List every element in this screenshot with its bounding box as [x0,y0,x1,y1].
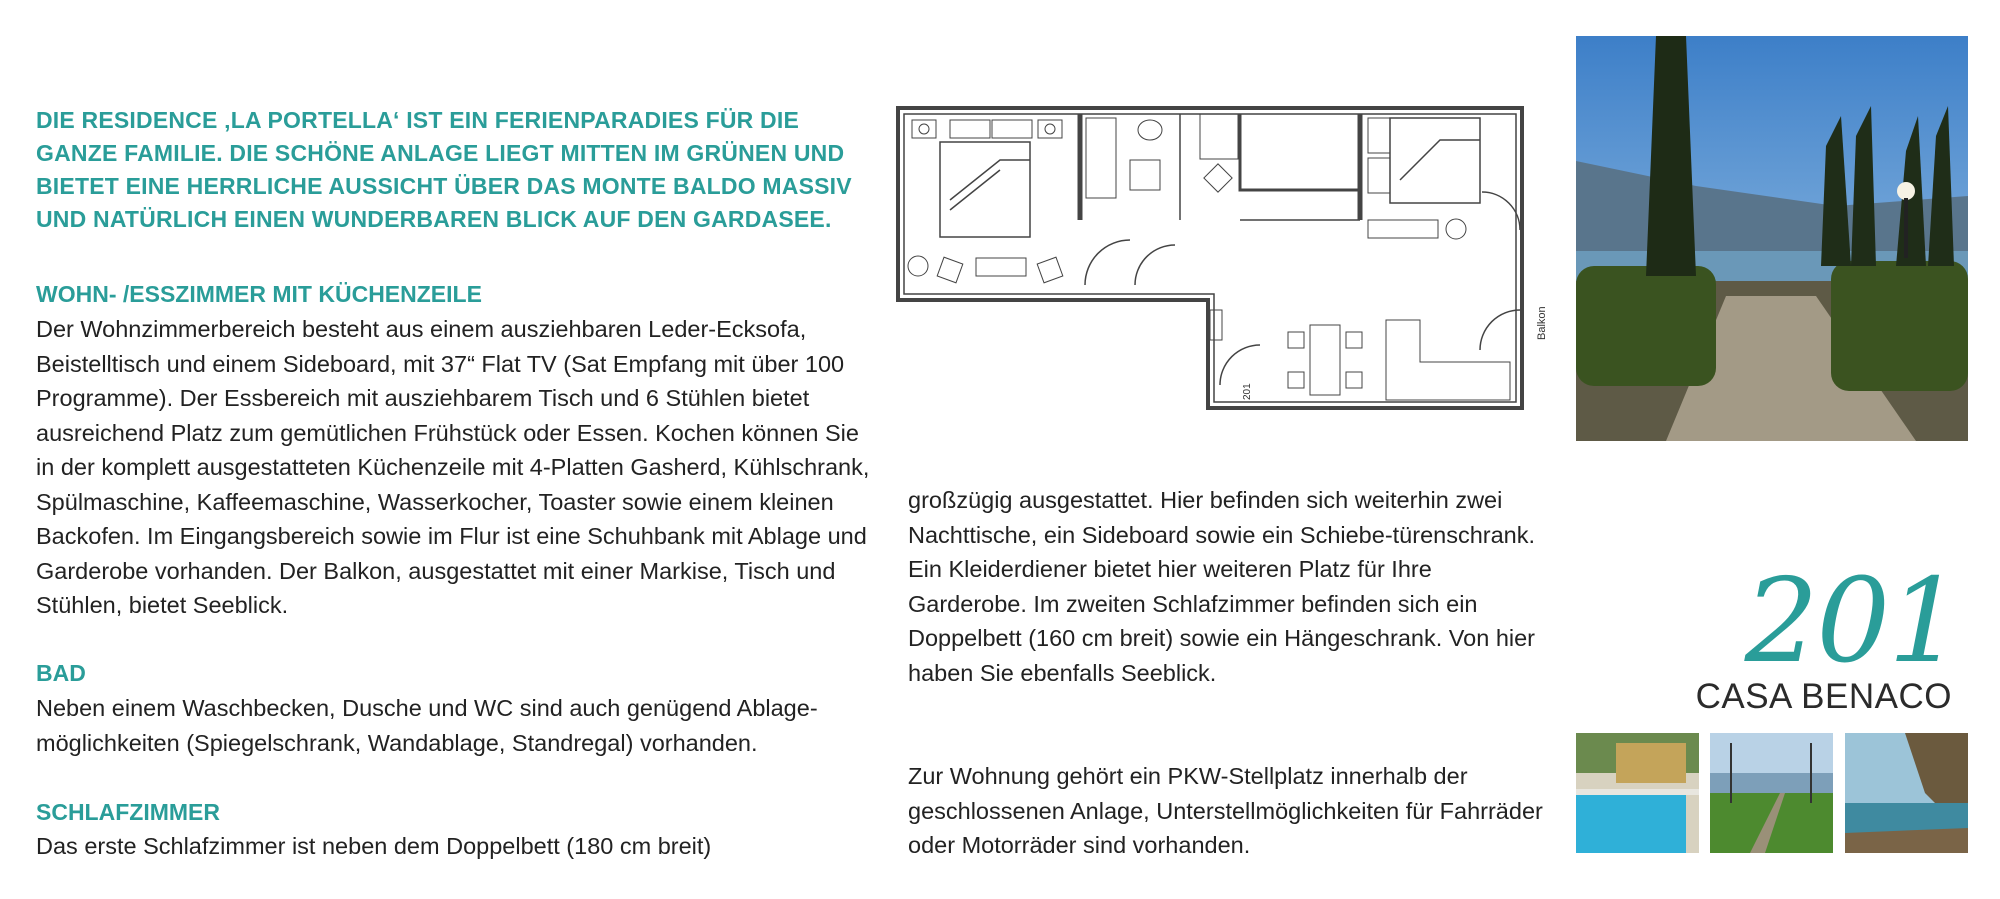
sink-icon [1130,160,1160,190]
balcony-label: Balkon [1536,306,1548,340]
nightstand-icon-2 [1038,120,1062,138]
wardrobe-icon [1086,118,1116,198]
sofa-icon [1386,320,1510,400]
apartment-number: 201 [1744,554,1960,689]
intro-heading: DIE RESIDENCE ‚LA PORTELLA‘ IST EIN FERIENPARADIES FÜR DIE GANZE FAMILIE. DIE SCHÖNE ANLAGE LIEGT MITTEN IM GRÜNEN UND BIETET EINE HERRLICHE AUSSICHT ÜBER DAS MONTE BALDO MASSIV UND NATÜRLICH EINEN WUNDERBAREN BLICK AUF DEN GARDASEE. [36,107,852,232]
toilet-icon [1138,120,1162,140]
section-text-living: Der Wohnzimmerbereich besteht aus einem ausziehbaren Leder-Ecksofa, Beistelltisch und einem Sideboard, mit 37“ Flat TV (Sat Empfang mit über 100 Programme). Der Essbereich mit ausziehbarem Tisch und 6 Stühlen bietet ausreichend Platz zum gemütlichen Frühstück oder Essen. Kochen können Sie in der komplett ausgestatteten Küchenzeile mit 4-Platten Gasherd, Kühlschrank, Spülmaschine, Kaffeemaschine, Wasserkocher, Toaster sowie einem kleinen Backofen. Im Eingangsbereich sowie im Flur ist eine Schuhbank mit Ablage und Garderobe vorhanden. Der Balkon, ausgestattet mit einer Markise, Tisch und Stühlen, bietet Seeblick. [36,316,870,618]
bed-icon-2 [1390,118,1480,203]
parking-text: Zur Wohnung gehört ein PKW-Stellplatz innerhalb der geschlossenen Anlage, Unterstellmöglichkeiten für Fahrräder oder Motorräder sind vorhanden. [908,763,1543,858]
nightstand-icon-1 [912,120,936,138]
bed-icon-1 [940,142,1030,237]
unit-label: 201 [1242,383,1253,400]
section-heading-bath: BAD [36,660,86,686]
bedroom-continuation-text: großzügig ausgestattet. Hier befinden sich weiterhin zwei Nachttische, ein Sideboard sowie ein Schiebe-türenschrank. Ein Kleiderdiener bietet hier weiteren Platz für Ihre Garderobe. Im zweiten Schlafzimmer befinden sich ein Doppelbett (160 cm breit) sowie ein Hängeschrank. Von hier haben Sie ebenfalls Seeblick. [908,487,1536,686]
apartment-name: CASA BENACO [1695,677,1952,716]
thumbnail-lake [1845,733,1968,853]
lamp-icon [908,256,928,276]
section-heading-living: WOHN- /ESSZIMMER MIT KÜCHENZEILE [36,281,482,307]
dining-table-icon [1310,325,1340,395]
shower-icon [1200,114,1238,159]
thumbnail-pool [1576,733,1699,853]
thumbnail-lawn [1710,733,1833,853]
main-photo [1576,36,1968,441]
section-heading-bedroom: SCHLAFZIMMER [36,799,220,825]
section-text-bedroom: Das erste Schlafzimmer ist neben dem Doppelbett (180 cm breit) [36,833,712,859]
section-text-bath: Neben einem Waschbecken, Dusche und WC sind auch genügend Ablage-möglichkeiten (Spiegelschrank, Wandablage, Standregal) vorhanden. [36,695,818,756]
floor-plan [890,100,1550,420]
